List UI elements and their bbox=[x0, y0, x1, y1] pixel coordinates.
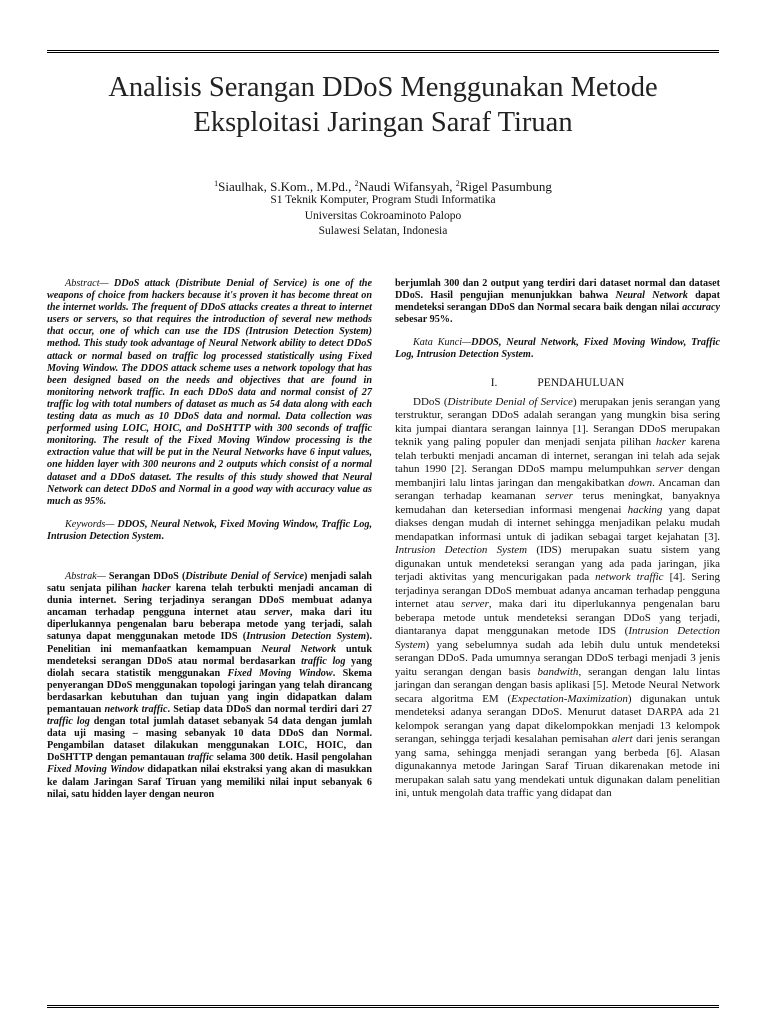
abstrak-id-i6: traffic log bbox=[301, 655, 346, 667]
author-1: Siaulhak, S.Kom., M.Pd., bbox=[218, 179, 355, 194]
intro-i8: network traffic bbox=[595, 571, 664, 584]
abstrak-cont-t2: dapat mendeteksi serangan DDoS dan Normal secara baik dengan nilai bbox=[395, 290, 720, 314]
abstrak-id-t2: ) menjadi salah satu senjata pilihan bbox=[47, 570, 372, 595]
top-rule bbox=[47, 50, 719, 53]
author-2: Naudi Wifansyah, bbox=[358, 179, 456, 194]
intro-t4: dengan membanjiri lalu lintas jaringan dan mengakibatkan bbox=[395, 463, 720, 489]
intro-i12: Expectation-Maximization bbox=[511, 692, 628, 705]
paper-title bbox=[47, 70, 719, 140]
intro-i3: server bbox=[655, 463, 684, 476]
intro-paragraph bbox=[395, 396, 720, 801]
section-title: PENDAHULUAN bbox=[537, 376, 625, 389]
intro-i13: alert bbox=[611, 733, 633, 746]
keywords-en-text: DDOS, Neural Netwok, Fixed Moving Window, Traffic Log, Intrusion Detection System bbox=[47, 518, 372, 542]
abstrak-id-i8: network traffic bbox=[104, 704, 168, 715]
intro-t14: dari jenis serangan yang sama, sehingga menjadi serangan yang berbeda [6]. Alasan digunakannya metode Jaringan Saraf Tiruan dikarenakan metode ini merupakan salah satu yang mendekati untuk digunakan dalam penelitian ini, untuk mengolah data traffic yang didapat dan bbox=[395, 733, 721, 800]
affiliation-line-2: Universitas Cokroaminoto Palopo bbox=[304, 209, 462, 222]
intro-i2: hacker bbox=[655, 436, 686, 449]
intro-t7: yang dapat diakses dengan mudah di internet sehingga menjadikan pelaku mudah mendapatkan informasi untuk di jadikan sebagai target kejahatan [3]. bbox=[395, 503, 721, 543]
abstrak-id-t9: . Setiap data DDoS dan normal terdiri dari 27 bbox=[167, 704, 372, 715]
intro-t5: . Ancaman dan serangan terhadap keamanan bbox=[395, 476, 720, 503]
abstrak-cont-t3: sebesar 95%. bbox=[395, 314, 453, 326]
intro-t9: [4]. Sering terjadinya serangan DDoS membuat adanya ancaman terhadap pengguna internet atau bbox=[395, 571, 721, 611]
abstrak-id-t12: didapatkan nilai ekstraksi yang akan di masukkan ke dalam Jaringan Saraf Tiruan yang memiliki nilai input sebanyak 6 nilai, satu hidden layer dengan neuron bbox=[47, 764, 373, 800]
kata-kunci-text: DDOS, Neural Network, Fixed Moving Window, Traffic Log, Intrusion Detection System bbox=[395, 337, 720, 361]
affiliation-line-3: Sulawesi Selatan, Indonesia bbox=[318, 225, 448, 237]
abstrak-id-t5: ). Penelitian ini memanfaatkan kemampuan bbox=[47, 631, 372, 655]
abstrak-id-i1: Distribute Denial of Service bbox=[185, 570, 304, 582]
abstrak-id-i7: Fixed Moving Window bbox=[227, 667, 333, 679]
left-column bbox=[47, 278, 372, 801]
abstract-en bbox=[47, 278, 372, 508]
abstrak-id-t7: yang diolah secara statistik menggunakan bbox=[47, 655, 372, 679]
author-2-sup: 2 bbox=[354, 179, 359, 188]
keywords-en-end: . bbox=[161, 530, 164, 542]
abstrak-id-t6: untuk mendeteksi serangan DDoS atau normal berdasarkan bbox=[47, 643, 373, 667]
abstrak-id-i9: traffic log bbox=[47, 716, 90, 728]
kata-kunci bbox=[395, 337, 720, 361]
intro-t13: ) digunakan untuk mendeteksi adanya serangan DDoS. Menurut dataset DARPA ada 21 kelompok serangan yang dapat dikelompokkan menjadi 13 kelompok serangan, sehingga terjadi kesalahan pemisahan bbox=[395, 692, 720, 746]
affiliation bbox=[47, 193, 719, 240]
abstrak-id-i4: Intrusion Detection System bbox=[246, 631, 367, 643]
intro-i6: hacking bbox=[627, 503, 663, 516]
intro-t11: ) yang sebelumnya sudah ada lebih dulu untuk mendeteksi serangan DDoS. Pada umumnya serangan DDoS terbagi menjadi 3 jenis yaitu serangan dengan basis bbox=[395, 638, 720, 678]
intro-t10: , maka dari itu diperlukannya pengenalan baru beberapa metode untuk mendeteksi serangan DDoS yang terjadi, diantaranya dapat menggunakan metode IDS ( bbox=[395, 598, 720, 638]
kata-kunci-label: Kata Kunci— bbox=[413, 337, 472, 349]
affiliation-line-1: S1 Teknik Komputer, Program Studi Informatika bbox=[270, 194, 496, 206]
abstrak-id-i3: server bbox=[264, 607, 290, 619]
abstrak-id-t11: selama 300 detik. Hasil pengolahan bbox=[213, 752, 372, 764]
intro-t6: terus meningkat, banyaknya kemudahan dan ketersedian informasi mengenai bbox=[395, 490, 721, 516]
abstrak-cont-t1: berjumlah 300 dan 2 output yang terdiri dari dataset normal dan dataset DDoS. Hasil pengujian menunjukkan bahwa bbox=[395, 278, 720, 302]
right-column bbox=[395, 278, 720, 801]
intro-i1: Distribute Denial of Service bbox=[447, 395, 573, 408]
intro-i11: bandwith bbox=[537, 665, 579, 678]
author-3-sup: 2 bbox=[455, 179, 460, 188]
abstrak-id-t8: . Skema penyerangan DDoS menggunakan topologi jaringan yang telah dirancang berdasarkan kebutuhan dan tujuan yang ingin didapatkan dalam pemantauan bbox=[47, 667, 372, 715]
abstrak-id-i2: hacker bbox=[141, 583, 171, 595]
abstrak-cont-i2: accuracy bbox=[682, 302, 720, 314]
abstrak-id-i11: Fixed Moving Window bbox=[47, 764, 145, 776]
abstrak-cont-i1: Neural Network bbox=[615, 290, 688, 302]
intro-i10: Intrusion Detection System bbox=[395, 625, 720, 651]
intro-i9: server bbox=[461, 598, 489, 611]
intro-i4: down bbox=[628, 476, 653, 489]
abstrak-id bbox=[47, 571, 372, 801]
abstrak-id-t3: karena telah terbukti menjadi ancaman di dunia internet. Sering terjadinya serangan DDoS membuat adanya ancaman terhadap pengguna internet atau bbox=[47, 583, 373, 619]
abstrak-id-t10: dengan total jumlah dataset sebanyak 54 data dengan jumlah data uji masing – masing sebanyak 10 data DDoS dan Normal. Pengambilan dataset dilakukan menggunakan LOIC, HOIC, dan DoSHTTP dengan pemantauan bbox=[47, 716, 372, 764]
title-line-2: Eksploitasi Jaringan Saraf Tiruan bbox=[193, 107, 573, 138]
author-3: Rigel Pasumbung bbox=[459, 179, 552, 194]
author-1-sup: 1 bbox=[214, 179, 219, 188]
abstrak-id-label: Abstrak— bbox=[65, 570, 106, 582]
intro-i7: Intrusion Detection System bbox=[395, 544, 528, 557]
keywords-en bbox=[47, 519, 372, 543]
abstrak-id-t1: Serangan DDoS ( bbox=[105, 570, 186, 582]
intro-t3: karena telah terbukti menjadi ancaman di internet, serangan ini telah ada sejak tahun 1990 [2]. Serangan DDoS mampu melumpuhkan bbox=[395, 436, 720, 476]
intro-i5: server bbox=[545, 490, 573, 503]
intro-t12: , serangan dengan lalu lintas jaringan dan serangan dengan basis aplikasi [5]. Metode Neural Network secara algoritma EM ( bbox=[395, 665, 720, 705]
abstrak-continued bbox=[395, 278, 720, 326]
intro-t1: DDoS ( bbox=[413, 395, 448, 408]
bottom-rule bbox=[47, 1005, 719, 1008]
abstrak-id-i5: Neural Network bbox=[261, 643, 337, 655]
kata-kunci-end: . bbox=[530, 349, 534, 361]
abstract-en-label: Abstract— bbox=[65, 278, 109, 289]
section-heading-pendahuluan bbox=[395, 376, 720, 390]
intro-t2: ) merupakan jenis serangan yang terstruktur, serangan DDoS adalah serangan yang mungkin bisa sering kita jumpai diantara serangan lainnya [1]. Serangan DDoS merupakan teknik yang paling populer dan menjadi senjata pilihan bbox=[395, 395, 720, 449]
abstrak-id-i10: traffic bbox=[187, 752, 214, 764]
title-line-1: Analisis Serangan DDoS Menggunakan Metode bbox=[108, 72, 658, 103]
keywords-en-label: Keywords— bbox=[65, 518, 115, 530]
section-number: I. bbox=[490, 376, 498, 389]
abstract-en-text: DDoS attack (Distribute Denial of Service) is one of the weapons of choice from hackers because it's proven it has become threat on the internet worlds. The frequent of DDoS attacks creates a threat to internet users or servers, so that requires the introduction of several new methods that occur, one of which can use the IDS (Intrusion Detection System) method. This study took advantage of Neural Network ability to detect DDoS attack or normal based on traffic log processed statistically using Fixed Moving Window. The DDOS attack scheme uses a network topology that has been designed based on the needs and objectives that are found in monitoring network traffic. In each DDoS data and normal consist of 27 traffic log with total numbers of dataset as much as 54 data along with each testing data as much as 10 DDoS data and normal. Data collection was performed using LOIC, HOIC, and DoSHTTP with 300 seconds of traffic monitoring. The result of the Fixed Moving Window processing is the extraction value that will be put in the Neural Networks have 6 input values, one hidden layer with 300 neurons and 2 outputs which consist of a normal dataset and a DDoS dataset. The results of this study showed that Neural Network can detect DDoS and Normal in a good way with accuracy value as much as 95%. bbox=[47, 278, 372, 507]
intro-t8: (IDS) merupakan suatu sistem yang digunakan untuk mendeteksi serangan yang ada pada jaringan, jika terjadi aktivitas yang mencurigakan pada bbox=[395, 544, 720, 584]
abstrak-id-t4: , maka dari itu diperlukannya pengenalan baru beberapa metode yang terjadi, salah satunya dapat menggunakan metode IDS ( bbox=[47, 607, 372, 643]
